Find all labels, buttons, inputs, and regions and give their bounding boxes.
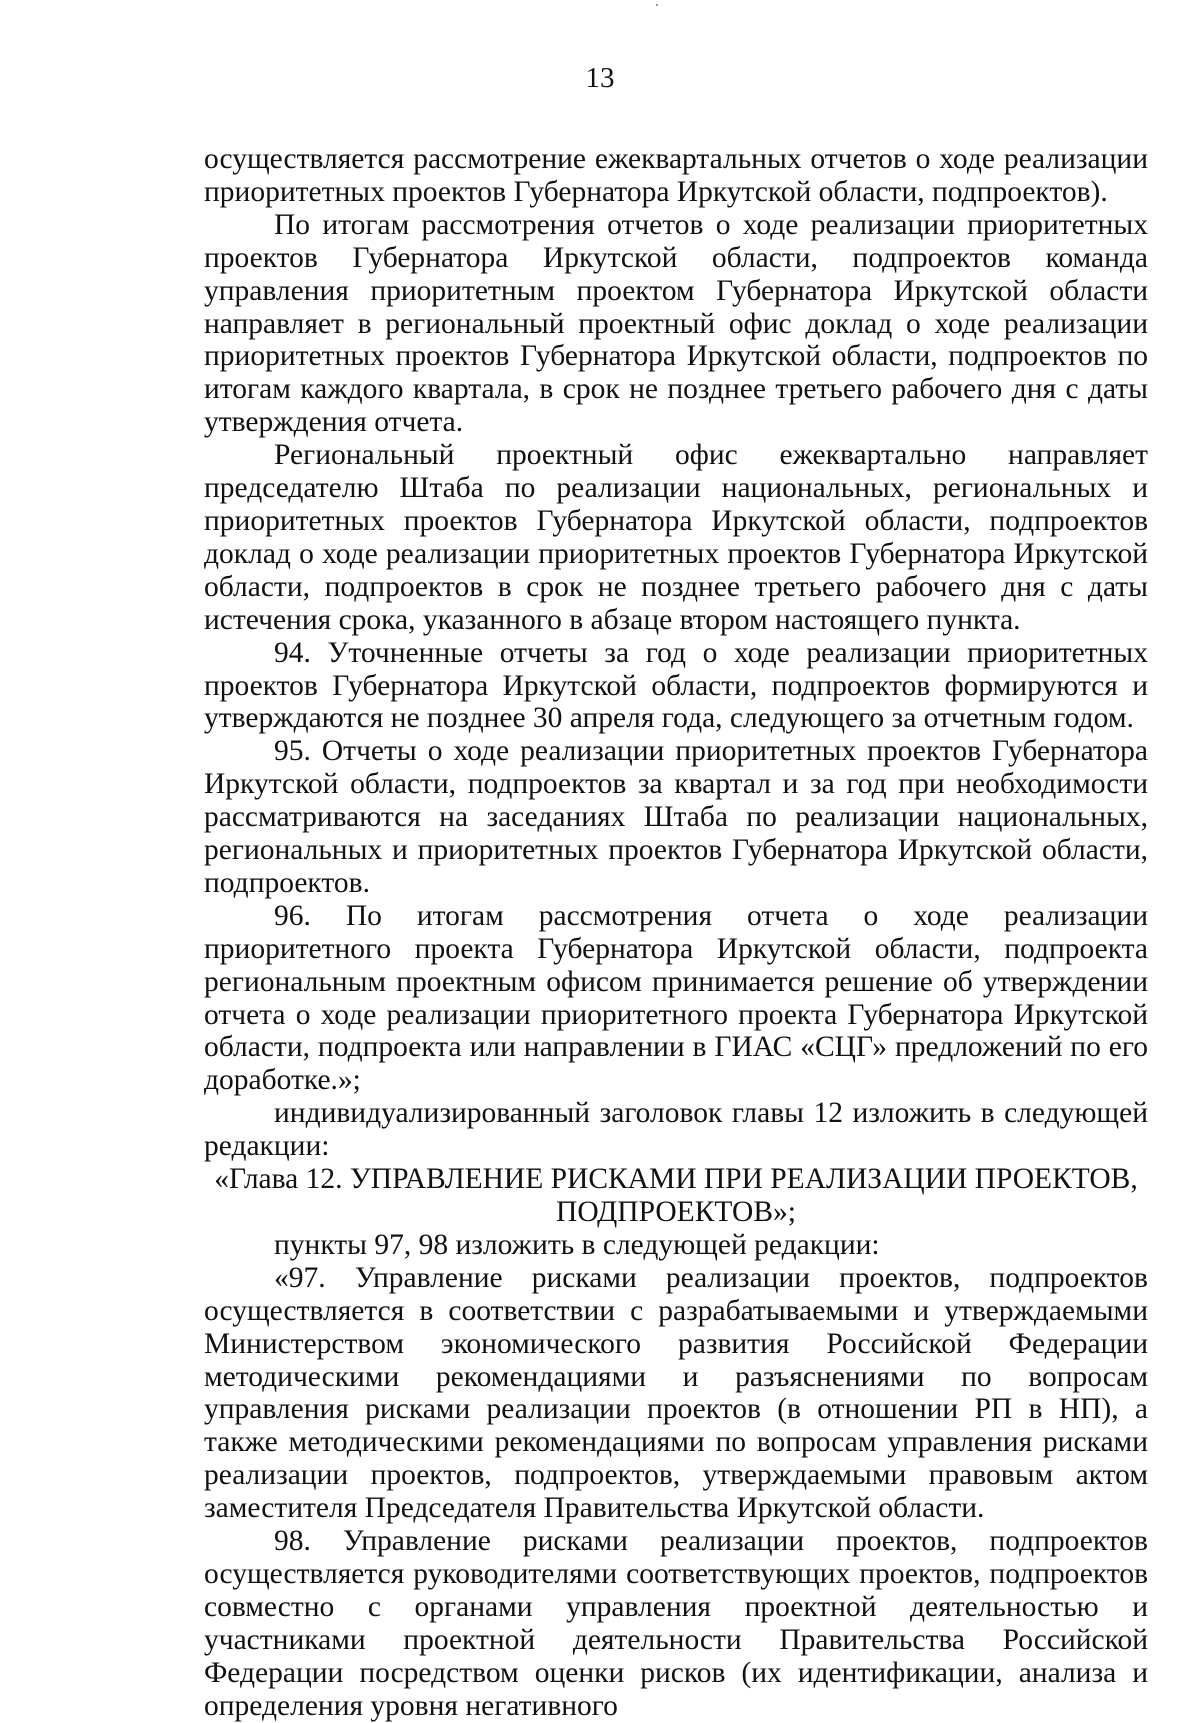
paragraph-94: 94. Уточненные отчеты за год о ходе реализации приоритетных проектов Губернатора Иркутской области, подпроектов формируются и утверждаются не позднее 30 апреля года, следующего за отчетным годом. xyxy=(204,636,1148,735)
paragraph-98: 98. Управление рисками реализации проектов, подпроектов осуществляется руководителями соответствующих проектов, подпроектов совместно с органами управления проектной деятельностью и участниками проектной деятельности Правительства Российской Федерации посредством оценки рисков (их идентификации, анализа и определения уровня негативного xyxy=(204,1525,1148,1722)
paragraph-96: 96. По итогам рассмотрения отчета о ходе реализации приоритетного проекта Губернатора Иркутской области, подпроекта региональным проектным офисом принимается решение об утверждении отчета о ходе реализации приоритетного проекта Губернатора Иркутской области, подпроекта или направлении в ГИАС «СЦГ» предложений по его доработке.»; xyxy=(204,899,1148,1097)
page-number: 13 xyxy=(585,62,615,94)
paragraph-heading-intro: индивидуализированный заголовок главы 12 изложить в следующей редакции: xyxy=(204,1097,1148,1163)
document-body xyxy=(204,143,1148,1723)
paragraph-continuation: осуществляется рассмотрение ежеквартальных отчетов о ходе реализации приоритетных проектов Губернатора Иркутской области, подпроектов). xyxy=(204,143,1148,208)
scan-artifact xyxy=(656,4,658,6)
paragraph-team-report: По итогам рассмотрения отчетов о ходе реализации приоритетных проектов Губернатора Иркутской области, подпроектов команда управления приоритетным проектом Губернатора Иркутской области направляет в региональный проектный офис доклад о ходе реализации приоритетных проектов Губернатора Иркутской области, подпроектов по итогам каждого квартала, в срок не позднее третьего рабочего дня с даты утверждения отчета. xyxy=(204,208,1148,439)
paragraph-items-intro: пункты 97, 98 изложить в следующей редакции: xyxy=(274,1228,880,1261)
paragraph-regional-office: Региональный проектный офис ежеквартально направляет председателю Штаба по реализации национальных, региональных и приоритетных проектов Губернатора Иркутской области, подпроектов доклад о ходе реализации приоритетных проектов Губернатора Иркутской области, подпроектов в срок не позднее третьего рабочего дня с даты истечения срока, указанного в абзаце втором настоящего пункта. xyxy=(204,439,1148,636)
paragraph-chapter-12: «Глава 12. УПРАВЛЕНИЕ РИСКАМИ ПРИ РЕАЛИЗАЦИИ ПРОЕКТОВ, ПОДПРОЕКТОВ»; xyxy=(214,1163,1138,1228)
paragraph-97: «97. Управление рисками реализации проектов, подпроектов осуществляется в соответствии с разрабатываемыми и утверждаемыми Министерством экономического развития Российской Федерации методическими рекомендациями и разъяснениями по вопросам управления рисками реализации проектов (в отношении РП в НП), а также методическими рекомендациями по вопросам управления рисками реализации проектов, подпроектов, утверждаемыми правовым актом заместителя Председателя Правительства Иркутской области. xyxy=(204,1261,1148,1525)
paragraph-95: 95. Отчеты о ходе реализации приоритетных проектов Губернатора Иркутской области, подпроектов за квартал и за год при необходимости рассматриваются на заседаниях Штаба по реализации национальных, региональных и приоритетных проектов Губернатора Иркутской области, подпроектов. xyxy=(204,735,1148,899)
